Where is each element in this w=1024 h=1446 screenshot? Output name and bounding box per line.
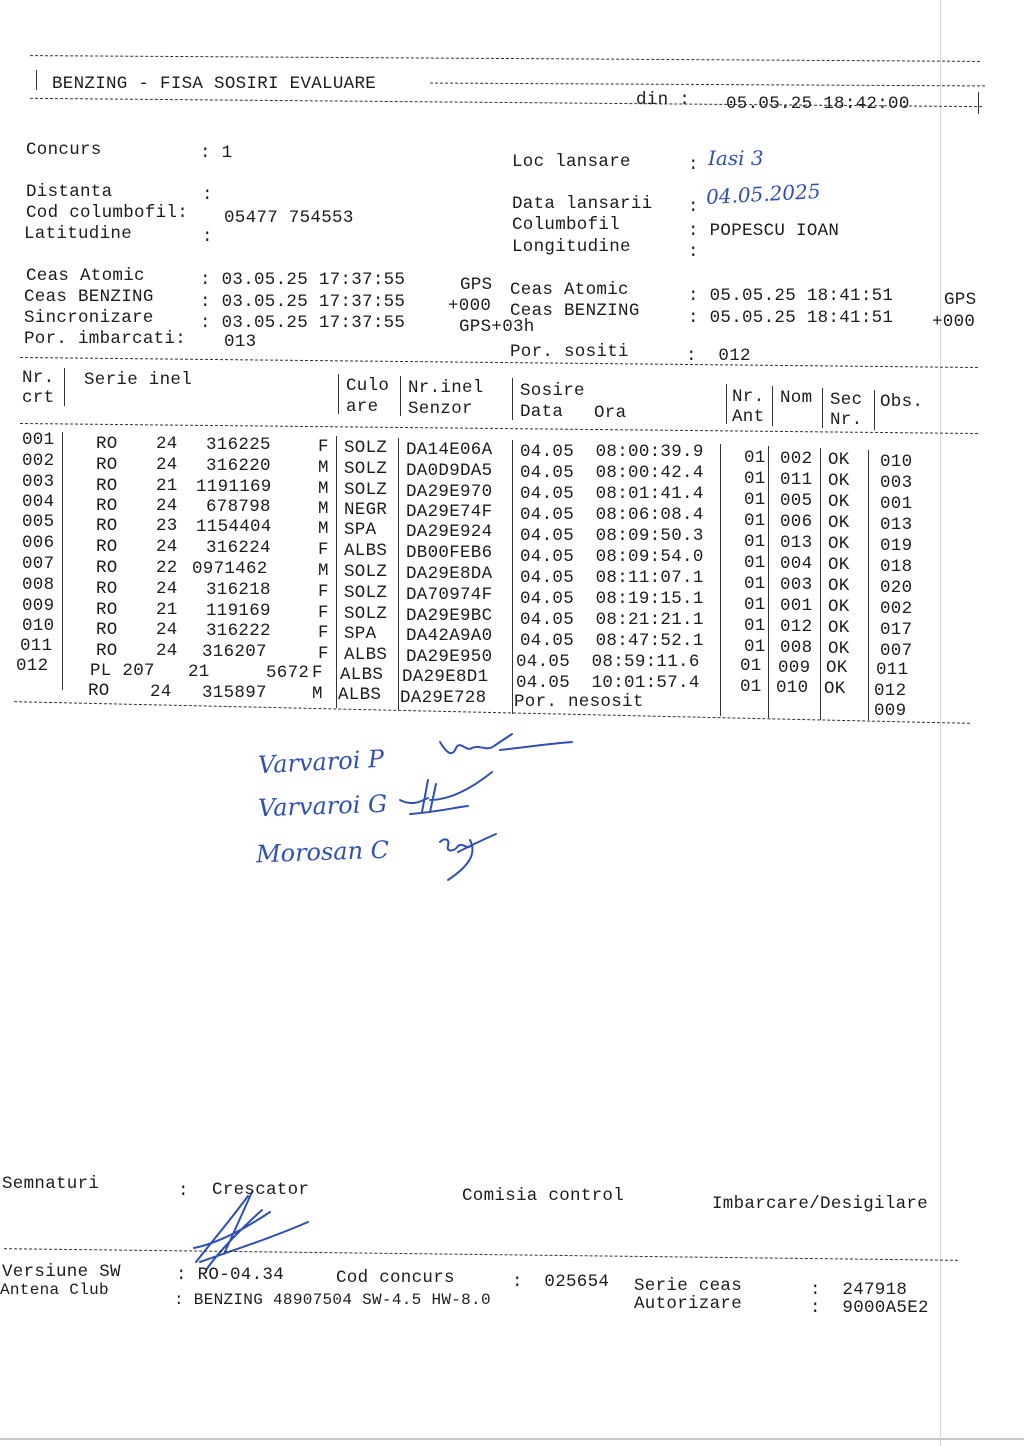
cell-an: 24 <box>156 455 178 475</box>
cell-an: 23 <box>156 516 178 536</box>
cell-nom: 003 <box>780 575 813 595</box>
longitudine-value: : <box>688 242 699 262</box>
cell-sex: F <box>312 663 323 683</box>
cell-obs: 013 <box>880 515 913 535</box>
cell-sex: M <box>318 479 329 499</box>
cell-nr: 002 <box>22 451 55 471</box>
versiune-label: Versiune SW <box>2 1262 121 1282</box>
cell-ant: 01 <box>744 637 766 657</box>
cell-sex: F <box>318 623 329 643</box>
cell-an: 24 <box>156 620 178 640</box>
cell-tara: RO <box>88 681 110 701</box>
clock-left-benzing-label: Ceas BENZING <box>24 287 154 307</box>
cell-tara: RO <box>96 434 118 454</box>
cell-tara: RO <box>96 496 118 516</box>
loc-lansare-sep: : <box>688 155 699 175</box>
cell-culoare: ALBS <box>344 645 388 665</box>
cell-numar: 5672 <box>266 663 310 683</box>
cell-senzor: DA29E924 <box>406 522 493 542</box>
cell-sec: OK <box>828 576 850 596</box>
cell-numar: 316207 <box>202 642 267 662</box>
longitudine-label: Longitudine <box>512 237 631 257</box>
cell-senzor: DA29E8DA <box>406 564 493 584</box>
cell-ant: 01 <box>744 595 766 615</box>
cell-sex: F <box>318 603 329 623</box>
signature-3-icon <box>440 834 496 880</box>
header-din-value: 05.05.25 18:42:00 <box>726 94 910 114</box>
cell-an: 21 <box>156 476 178 496</box>
header-title: BENZING - FISA SOSIRI EVALUARE <box>52 74 377 94</box>
footer-signature-icon <box>194 1192 308 1270</box>
cell-obs: 019 <box>880 536 913 556</box>
cell-senzor: DA29E970 <box>406 482 493 502</box>
cell-nr: 012 <box>16 656 49 676</box>
cell-ant: 01 <box>744 616 766 636</box>
cell-obs: 002 <box>880 599 913 619</box>
cell-numar: 316224 <box>206 538 271 558</box>
th-nr: Nr. <box>22 368 55 388</box>
cell-sex: F <box>318 437 329 457</box>
cell-ant: 01 <box>744 469 766 489</box>
cell-nom: 011 <box>780 470 813 490</box>
cell-ant: 01 <box>744 448 766 468</box>
antena-value: : BENZING 48907504 SW-4.5 HW-8.0 <box>174 1291 491 1309</box>
clock-right-atomic-suffix: GPS <box>944 290 977 310</box>
cell-obs: 010 <box>880 452 913 472</box>
cell-an: 24 <box>156 496 178 516</box>
handwritten-name-1: Varvaroi P <box>257 744 385 780</box>
imbarcare-label: Imbarcare/Desigilare <box>712 1194 929 1214</box>
cell-senzor: DA29E9BC <box>406 606 493 626</box>
concurs-value: : 1 <box>200 143 233 163</box>
th-serie-inel: Serie inel <box>84 370 193 390</box>
cell-numar: 0971462 <box>192 559 268 579</box>
cell-numar: 119169 <box>206 601 271 621</box>
cell-nom: 013 <box>780 533 813 553</box>
cell-culoare: NEGR <box>344 500 388 520</box>
concurs-label: Concurs <box>26 140 102 160</box>
serie-ceas-value: : 247918 <box>810 1280 908 1300</box>
cell-senzor: DB00FEB6 <box>406 543 493 563</box>
th-sec-2: Nr. <box>830 410 863 430</box>
cell-obs: 003 <box>880 473 913 493</box>
cell-culoare: SOLZ <box>344 438 388 458</box>
cell-culoare: SOLZ <box>344 459 388 479</box>
cell-nr: 011 <box>20 636 53 656</box>
latitudine-label: Latitudine <box>24 224 133 244</box>
cell-sosire: 04.05 08:01:41.4 <box>520 484 704 504</box>
cell-ant: 01 <box>744 574 766 594</box>
cell-tara: RO <box>96 641 118 661</box>
clock-right-benzing-suffix: +000 <box>932 312 976 332</box>
cell-obs: 007 <box>880 641 913 661</box>
crescator-label: Crescator <box>212 1180 310 1200</box>
cell-nr: 008 <box>22 575 55 595</box>
cell-sosire: 04.05 08:00:42.4 <box>520 463 704 483</box>
cell-numar: 316218 <box>206 580 271 600</box>
cell-numar: 316220 <box>206 456 271 476</box>
cell-numar: 316222 <box>206 621 271 641</box>
cell-senzor: DA29E74F <box>406 502 493 522</box>
cell-sex: F <box>318 540 329 560</box>
cell-sosire: 04.05 08:59:11.6 <box>516 652 700 672</box>
cell-culoare: SOLZ <box>344 583 388 603</box>
cell-sosire: 04.05 08:09:54.0 <box>520 547 704 567</box>
cell-an: 24 <box>156 579 178 599</box>
semnaturi-sep: : <box>178 1181 189 1201</box>
cell-obs: 009 <box>874 701 907 721</box>
cell-obs: 017 <box>880 620 913 640</box>
data-lansarii-handwritten: 04.05.2025 <box>705 179 822 209</box>
cell-tara: RO <box>96 620 118 640</box>
clock-left-benzing-value: : 03.05.25 17:37:55 <box>200 292 406 312</box>
cell-tara: RO <box>96 579 118 599</box>
columbofil-label: Columbofil <box>512 215 621 235</box>
distanta-value: : <box>202 185 213 205</box>
clock-left-atomic-suffix: GPS <box>460 275 493 295</box>
cell-senzor: DA29E8D1 <box>402 667 489 687</box>
th-nr-ant-2: Ant <box>732 407 765 427</box>
loc-lansare-label: Loc lansare <box>512 152 631 172</box>
cell-an: 24 <box>156 434 178 454</box>
th-sec-1: Sec <box>830 390 863 410</box>
handwritten-name-2: Varvaroi G <box>257 789 388 823</box>
data-lansarii-sep: : <box>688 197 699 217</box>
cell-sec: OK <box>828 450 850 470</box>
cell-senzor: DA42A9A0 <box>406 626 493 646</box>
cell-tara: RO <box>96 537 118 557</box>
cell-sosire: Por. nesosit <box>514 692 644 712</box>
cell-sec: OK <box>826 658 848 678</box>
th-nr-ant-1: Nr. <box>732 387 765 407</box>
cell-tara: RO <box>96 476 118 496</box>
cell-nr: 009 <box>22 596 55 616</box>
cell-sec: OK <box>828 618 850 638</box>
clock-left-atomic-label: Ceas Atomic <box>26 266 145 286</box>
cell-an: 24 <box>156 641 178 661</box>
cell-tara: RO <box>96 516 118 536</box>
loc-lansare-handwritten: Iasi 3 <box>708 146 764 170</box>
comisia-label: Comisia control <box>462 1186 625 1206</box>
handwritten-name-3: Morosan C <box>255 835 390 869</box>
autorizare-value: : 9000A5E2 <box>810 1298 929 1318</box>
cell-nr: 001 <box>22 430 55 450</box>
semnaturi-label: Semnaturi <box>2 1174 100 1194</box>
th-data: Data <box>520 402 564 422</box>
cell-ant: 01 <box>744 511 766 531</box>
cell-tara: RO <box>96 455 118 475</box>
cell-sex: F <box>318 644 329 664</box>
clock-left-atomic-value: : 03.05.25 17:37:55 <box>200 270 406 290</box>
clock-left-sync-value: : 03.05.25 17:37:55 <box>200 313 406 333</box>
signature-1-icon <box>440 734 572 753</box>
cell-culoare: ALBS <box>344 541 388 561</box>
cell-nr: 004 <box>22 492 55 512</box>
cell-sec: OK <box>828 492 850 512</box>
cell-obs: 011 <box>876 660 909 680</box>
cell-nr: 010 <box>22 616 55 636</box>
cell-culoare: SOLZ <box>344 480 388 500</box>
th-obs: Obs. <box>880 392 924 412</box>
cell-numar: 316225 <box>206 435 271 455</box>
cell-sec: OK <box>824 679 846 699</box>
cell-obs: 001 <box>880 494 913 514</box>
cell-ant: 01 <box>744 490 766 510</box>
por-sositi-label: Por. sositi <box>510 342 629 362</box>
por-imbarcati-label: Por. imbarcati: <box>24 329 187 349</box>
cell-obs: 018 <box>880 557 913 577</box>
th-nom: Nom <box>780 388 813 408</box>
cell-sosire: 04.05 08:21:21.1 <box>520 610 704 630</box>
header-din-label: din : <box>636 90 691 110</box>
cell-sosire: 04.05 08:00:39.9 <box>520 442 704 462</box>
cell-nom: 012 <box>780 617 813 637</box>
cell-nom: 010 <box>776 678 809 698</box>
cell-tara: RO <box>96 558 118 578</box>
cell-sosire: 04.05 08:09:50.3 <box>520 526 704 546</box>
cell-nr: 006 <box>22 533 55 553</box>
cell-sosire: 04.05 08:19:15.1 <box>520 589 704 609</box>
cell-an: 24 <box>150 682 172 702</box>
cell-nr: 005 <box>22 512 55 532</box>
clock-left-sync-label: Sincronizare <box>24 308 154 328</box>
cell-tara: RO <box>96 600 118 620</box>
cell-senzor: DA14E06A <box>406 440 493 460</box>
clock-right-atomic-label: Ceas Atomic <box>510 280 629 300</box>
cod-concurs-value: : 025654 <box>512 1272 610 1292</box>
latitudine-value: : <box>202 227 213 247</box>
cell-senzor: DA0D9DA5 <box>406 461 493 481</box>
clock-left-sync-suffix: GPS+03h <box>459 317 535 337</box>
cell-nom: 009 <box>778 658 811 678</box>
cell-culoare: SPA <box>344 520 377 540</box>
cell-sex: M <box>318 499 329 519</box>
cell-an: 22 <box>156 558 178 578</box>
th-culo: Culo <box>346 376 390 396</box>
cell-culoare: ALBS <box>340 665 384 685</box>
th-ora: Ora <box>594 403 627 423</box>
cell-nom: 008 <box>780 638 813 658</box>
clock-right-benzing-label: Ceas BENZING <box>510 301 640 321</box>
cell-sex: M <box>318 519 329 539</box>
cell-senzor: DA29E728 <box>400 688 487 708</box>
cell-sec: OK <box>828 639 850 659</box>
cell-tara: PL 207 <box>90 661 155 681</box>
th-senzor: Senzor <box>408 399 473 419</box>
cell-an: 21 <box>188 662 210 682</box>
cell-sosire: 04.05 08:06:08.4 <box>520 505 704 525</box>
cell-culoare: SOLZ <box>344 604 388 624</box>
cell-nom: 004 <box>780 554 813 574</box>
data-lansarii-label: Data lansarii <box>512 194 653 214</box>
signature-2-icon <box>400 772 492 814</box>
cell-sec: OK <box>828 513 850 533</box>
cod-columbofil-value: 05477 754553 <box>224 208 354 228</box>
cod-columbofil-label: Cod columbofil: <box>26 203 189 223</box>
columbofil-value: : POPESCU IOAN <box>688 221 840 241</box>
cell-culoare: ALBS <box>338 685 382 705</box>
cell-an: 21 <box>156 600 178 620</box>
cell-nr: 003 <box>22 472 55 492</box>
th-are: are <box>346 397 379 417</box>
cell-sex: F <box>318 582 329 602</box>
cell-nom: 001 <box>780 596 813 616</box>
cell-sosire: 04.05 08:11:07.1 <box>520 568 704 588</box>
clock-right-benzing-value: : 05.05.25 18:41:51 <box>688 308 894 328</box>
cell-numar: 315897 <box>202 683 267 703</box>
cell-ant: 01 <box>744 532 766 552</box>
th-crt: crt <box>22 388 55 408</box>
clock-left-benzing-suffix: +000 <box>448 296 492 316</box>
versiune-value: : RO-04.34 <box>176 1265 285 1285</box>
cell-sex: M <box>318 458 329 478</box>
cell-obs: 020 <box>880 578 913 598</box>
cell-numar: 678798 <box>206 497 271 517</box>
cell-ant: 01 <box>740 656 762 676</box>
cell-sosire: 04.05 08:47:52.1 <box>520 631 704 651</box>
clock-right-atomic-value: : 05.05.25 18:41:51 <box>688 286 894 306</box>
por-sositi-value: : 012 <box>686 346 751 366</box>
cell-numar: 1191169 <box>196 477 272 497</box>
cell-culoare: SOLZ <box>344 562 388 582</box>
th-nr-inel: Nr.inel <box>408 378 484 398</box>
cell-culoare: SPA <box>344 624 377 644</box>
cell-sex: M <box>312 684 323 704</box>
cell-obs: 012 <box>874 681 907 701</box>
cell-nom: 002 <box>780 449 813 469</box>
por-imbarcati-value: 013 <box>224 332 257 352</box>
distanta-label: Distanta <box>26 182 113 202</box>
cell-sec: OK <box>828 471 850 491</box>
cell-an: 24 <box>156 537 178 557</box>
cell-nr: 007 <box>22 554 55 574</box>
antena-label: Antena Club <box>0 1281 109 1299</box>
cell-numar: 1154404 <box>196 517 272 537</box>
th-sosire: Sosire <box>520 381 585 401</box>
serie-ceas-label: Serie ceas <box>634 1276 743 1296</box>
cell-sec: OK <box>828 534 850 554</box>
cell-senzor: DA70974F <box>406 585 493 605</box>
cell-nom: 005 <box>780 491 813 511</box>
cod-concurs-label: Cod concurs <box>336 1268 455 1288</box>
cell-sec: OK <box>828 597 850 617</box>
cell-ant: 01 <box>740 677 762 697</box>
cell-nom: 006 <box>780 512 813 532</box>
cell-ant: 01 <box>744 553 766 573</box>
cell-sex: M <box>318 561 329 581</box>
autorizare-label: Autorizare <box>634 1294 743 1314</box>
cell-sec: OK <box>828 555 850 575</box>
cell-sosire: 04.05 10:01:57.4 <box>516 673 700 693</box>
cell-senzor: DA29E950 <box>406 647 493 667</box>
